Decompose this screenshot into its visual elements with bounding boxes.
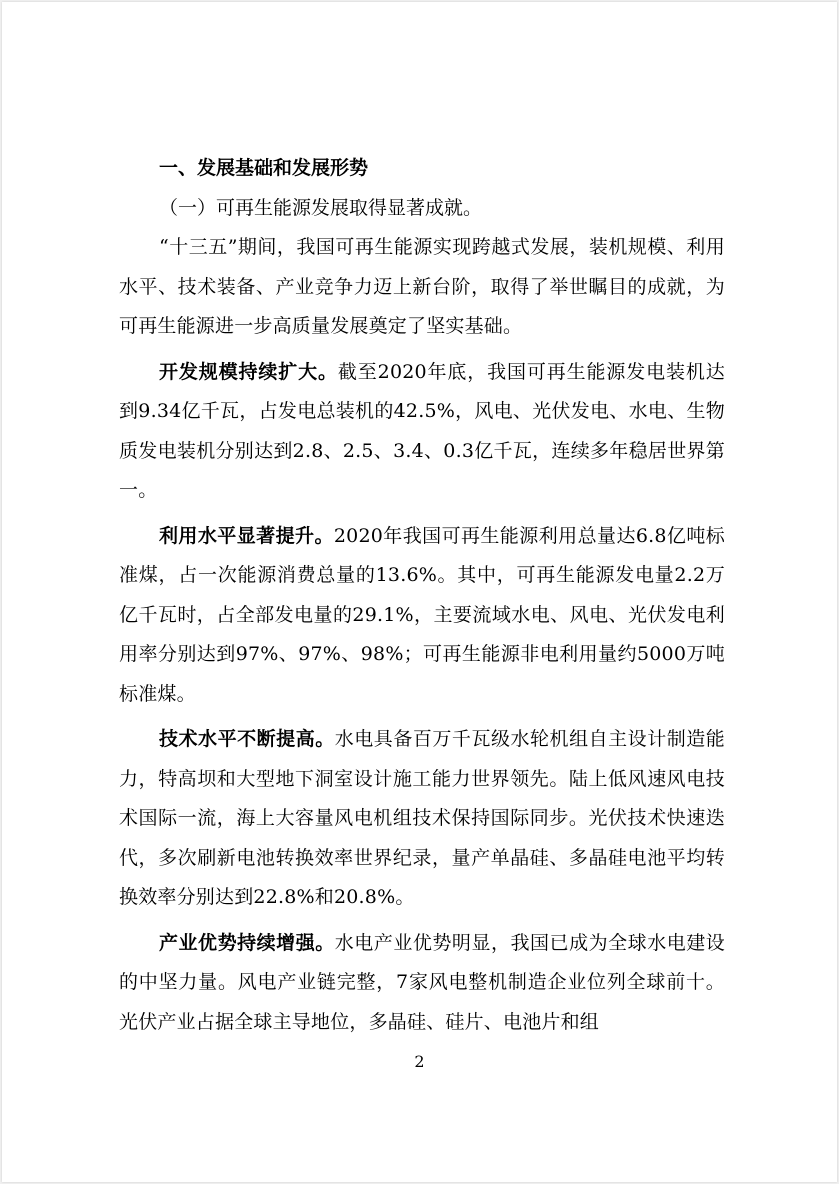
paragraph-intro bbox=[119, 228, 725, 347]
paragraph-lead: 技术水平不断提高。 bbox=[159, 728, 335, 750]
paragraph-text: 水电产业优势明显，我国已成为全球水电建设的中坚力量。风电产业链完整，7家风电整机制造企业位列全球前十。光伏产业占据全球主导地位，多晶硅、硅片、电池片和组 bbox=[119, 931, 725, 1033]
paragraph-industry-advantage bbox=[119, 924, 725, 1043]
paragraph-utilization-level bbox=[119, 517, 725, 715]
page-number: 2 bbox=[414, 1052, 425, 1071]
paragraph-text: 2020年我国可再生能源利用总量达6.8亿吨标准煤，占一次能源消费总量的13.6%。其中，可再生能源发电量2.2万亿千瓦时，占全部发电量的29.1%，主要流域水电、风电、光伏发电利用率分别达到97%、97%、98%；可再生能源非电利用量约5000万吨标准煤。 bbox=[119, 524, 725, 705]
paragraph-lead: 开发规模持续扩大。 bbox=[159, 360, 338, 383]
paragraph-text: “十三五”期间，我国可再生能源实现跨越式发展，装机规模、利用水平、技术装备、产业竞争力迈上新台阶，取得了举世瞩目的成就，为可再生能源进一步高质量发展奠定了坚实基础。 bbox=[119, 236, 725, 337]
document-body bbox=[119, 148, 725, 1048]
paragraph-development-scale bbox=[119, 353, 725, 511]
section-heading: 一、发展基础和发展形势 bbox=[159, 157, 369, 179]
paragraph-lead: 利用水平显著提升。 bbox=[159, 524, 334, 547]
document-page bbox=[2, 2, 837, 1182]
subsection-heading: （一）可再生能源发展取得显著成就。 bbox=[159, 197, 483, 219]
paragraph-text: 水电具备百万千瓦级水轮机组自主设计制造能力，特高坝和大型地下洞室设计施工能力世界领先。陆上低风速风电技术国际一流，海上大容量风电机组技术保持国际同步。光伏技术快速迭代，多次刷新电池转换效率世界纪录，量产单晶硅、多晶硅电池平均转换效率分别达到22.8%和20.8%。 bbox=[119, 728, 725, 908]
paragraph-text: 截至2020年底，我国可再生能源发电装机达到9.34亿千瓦，占发电总装机的42.5%，风电、光伏发电、水电、生物质发电装机分别达到2.8、2.5、3.4、0.3亿千瓦，连续多年稳居世界第一。 bbox=[119, 360, 725, 501]
paragraph-technology-level bbox=[119, 720, 725, 918]
paragraph-lead: 产业优势持续增强。 bbox=[159, 931, 335, 954]
